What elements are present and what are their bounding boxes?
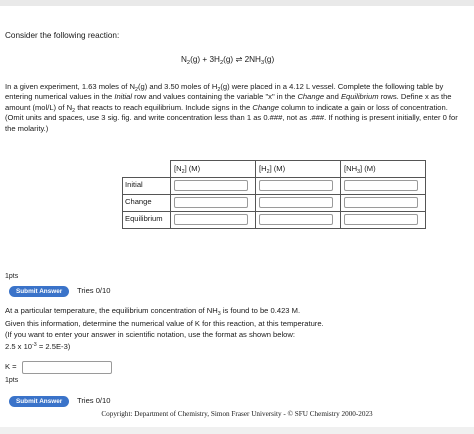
ice-table (122, 160, 426, 229)
intro-text: Consider the following reaction: (5, 31, 120, 40)
initial-nh3-input[interactable] (344, 180, 418, 191)
bottom-strip (0, 427, 474, 434)
equilibrium-n2-input[interactable] (174, 214, 248, 225)
change-n2-input[interactable] (174, 197, 248, 208)
change-nh3-input[interactable] (344, 197, 418, 208)
q2-text-3: (If you want to enter your answer in scientific notation, use the format as shown below: (5, 330, 295, 339)
q2-points: 1pts (5, 377, 19, 384)
copyright-text: Copyright: Department of Chemistry, Simon Fraser University - © SFU Chemistry 2000-2023 (101, 410, 373, 418)
row-label-change: Change (123, 194, 171, 211)
equilibrium-h2-input[interactable] (259, 214, 333, 225)
k-label: K = (5, 362, 17, 371)
equilibrium-nh3-input[interactable] (344, 214, 418, 225)
q2-text-2: Given this information, determine the numerical value of K for this reaction, at this temperature. (5, 319, 324, 328)
q2-text-1: At a particular temperature, the equilibrium concentration of $NH_3$ is found to be 0.423 M. (5, 306, 301, 317)
k-input[interactable] (22, 361, 112, 374)
header-nh3: $[NH_3]$ (M) (341, 161, 426, 178)
top-strip (0, 0, 474, 6)
q2-submit-button[interactable]: Submit Answer (9, 396, 69, 407)
header-h2: $[H_2]$ (M) (256, 161, 341, 178)
ice-row-change (123, 194, 426, 211)
header-n2: $[N_2]$ (M) (171, 161, 256, 178)
q2-text-4: 2.5 x $10^{-3} = 2.5E-3$) (5, 342, 71, 351)
initial-h2-input[interactable] (259, 180, 333, 191)
row-label-initial: Initial (123, 177, 171, 194)
ice-header-row (123, 161, 426, 178)
q1-tries: Tries 0/10 (77, 286, 111, 295)
q1-points: 1pts (5, 273, 19, 280)
row-label-equilibrium: Equilibrium (123, 211, 171, 228)
reaction-equation: $N_2(g) + 3H_2(g)$ ⇌ $2NH_3(g)$ (181, 55, 275, 66)
ice-row-initial (123, 177, 426, 194)
ice-row-equilibrium (123, 211, 426, 228)
q1-submit-button[interactable]: Submit Answer (9, 286, 69, 297)
change-h2-input[interactable] (259, 197, 333, 208)
instructions-paragraph: In a given experiment, 1.63 moles of $N_2(g)$ and 3.50 moles of $H_2(g)$ were placed in a 4.12 L vessel. Complete the following table by entering numerical values in the Initial row and values containing the variable "x" in the Change and Equilibrium rows. Define x as the amount (mol/L) of $N_2$ that reacts to reach equilibrium. Include signs in the Change column to indicate a gain or loss of concentration. (Omit units and spaces, use 3 sig. fig. and write concentration less than 1 as 0.###, not as .###. If nothing is present initially, enter 0 for the molarity.) (5, 82, 458, 133)
initial-n2-input[interactable] (174, 180, 248, 191)
q2-tries: Tries 0/10 (77, 396, 111, 405)
